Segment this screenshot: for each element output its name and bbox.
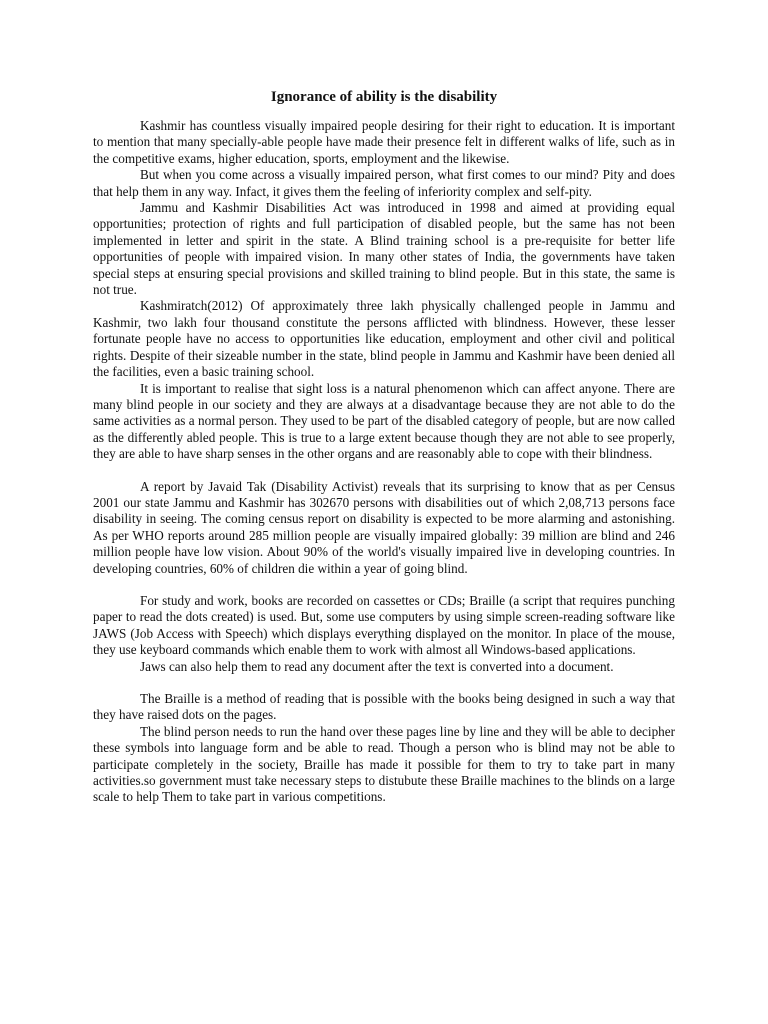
paragraph-6: A report by Javaid Tak (Disability Activist) reveals that its surprising to know that as per Census 2001 our state Jammu and Kashmir has 302670 persons with disabilities out of which 2,08,713 persons face disability in seeing. The coming census report on disability is expected to be more alarming and astonishing. As per WHO reports around 285 million people are visually impaired globally: 39 million are blind and 246 million people have low vision. About 90% of the world's visually impaired live in developing countries. In developing countries, 60% of children die within a year of going blind. [93, 478, 675, 576]
paragraph-1: Kashmir has countless visually impaired people desiring for their right to education. It is important to mention that many specially-able people have made their presence felt in different walks of life, such as in the competitive exams, higher education, sports, employment and the likewise. [93, 118, 675, 166]
paragraph-7: For study and work, books are recorded on cassettes or CDs; Braille (a script that requires punching paper to read the dots created) is used. But, some use computers by using simple screen-reading software like JAWS (Job Access with Speech) which displays everything displayed on the monitor. In place of the mouse, they use keyboard commands which enable them to work with almost all Windows-based applications. [93, 592, 675, 658]
document-title: Ignorance of ability is the disability [270, 89, 498, 105]
paragraph-2: But when you come across a visually impaired person, what first comes to our mind? Pity and does that help them in any way. Infact, it gives them the feeling of inferiority complex and self-pity. [93, 167, 675, 199]
paragraph-3: Jammu and Kashmir Disabilities Act was introduced in 1998 and aimed at providing equal opportunities; protection of rights and full participation of disabled people, but the same has not been implemented in letter and spirit in the state. A Blind training school is a pre-requisite for better life opportunities of people with impaired vision. In many other states of India, the governments have taken special steps at ensuring special provisions and skilled training to blind people. But in this state, the same is not true. [93, 200, 675, 298]
document-page [93, 88, 675, 806]
paragraph-8: Jaws can also help them to read any document after the text is converted into a document. [140, 658, 614, 674]
paragraph-4: Kashmiratch(2012) Of approximately three lakh physically challenged people in Jammu and Kashmir, two lakh four thousand constitute the persons afflicted with blindness. However, these lesser fortunate people have no access to opportunities like education, employment and other civil and political rights. Despite of their sizeable number in the state, blind people in Jammu and Kashmir have been denied all the facilities, even a basic training school. [93, 298, 675, 380]
paragraph-5: It is important to realise that sight loss is a natural phenomenon which can affect anyone. There are many blind people in our society and they are always at a disadvantage because they are not able to do the same activities as a normal person. They used to be part of the disabled category of people, but are now called as the differently abled people. This is true to a large extent because though they are not able to see properly, they are able to have sharp senses in the other organs and are reasonably able to cope with their blindness. [93, 380, 675, 462]
paragraph-10: The blind person needs to run the hand over these pages line by line and they will be able to decipher these symbols into language form and be able to read. Though a person who is blind may not be able to participate completely in the society, Braille has made it possible for them to try to take part in many activities.so government must take necessary steps to distubute these Braille machines to the blinds on a large scale to help Them to take part in various competitions. [93, 723, 675, 805]
paragraph-9: The Braille is a method of reading that is possible with the books being designed in such a way that they have raised dots on the pages. [93, 691, 675, 723]
